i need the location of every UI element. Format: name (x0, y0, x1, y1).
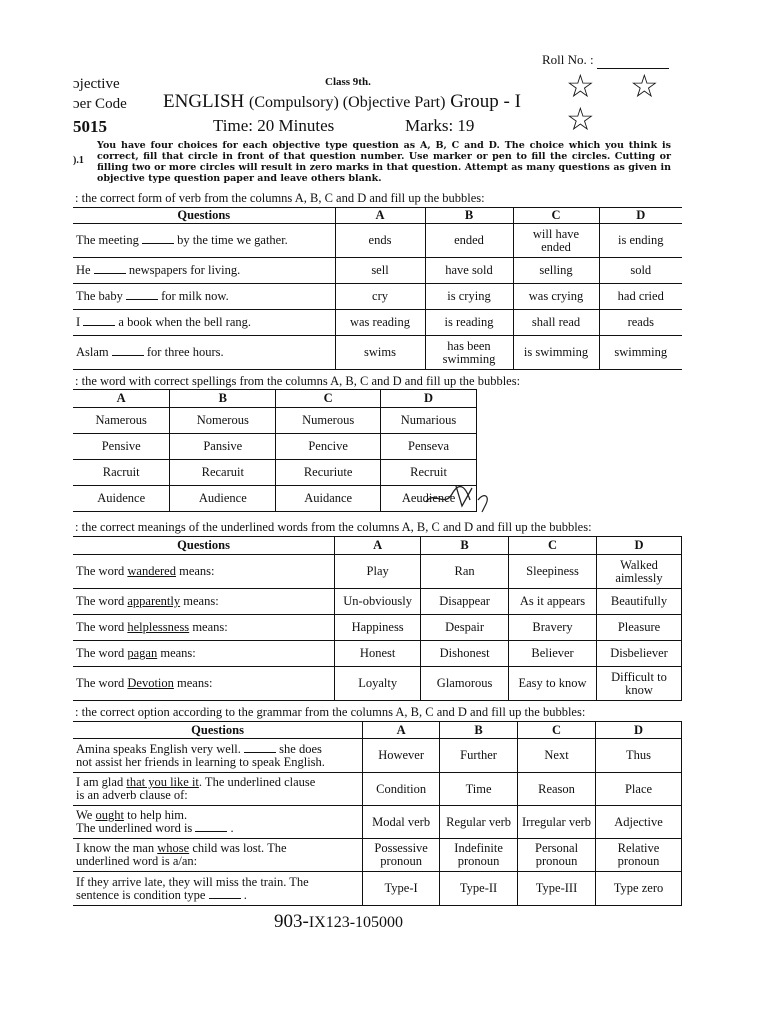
option-b: Recaruit (170, 460, 276, 486)
option-a: Auidence (73, 486, 170, 512)
question (73, 806, 363, 839)
col-header: D (381, 390, 477, 408)
question-text: The underlined word is (76, 821, 196, 835)
option-c: Type-III (518, 872, 596, 906)
option-b: Glamorous (421, 667, 509, 701)
answer-blank (209, 898, 241, 899)
col-header: Questions (73, 537, 335, 555)
table-row (73, 806, 682, 839)
option-c: Numerous (276, 408, 381, 434)
option-c: was crying (513, 284, 599, 310)
table-row (73, 839, 682, 872)
handwritten-mark (420, 484, 500, 514)
underlined-word: apparently (127, 594, 181, 608)
subject-detail: (Compulsory) (Objective Part) (249, 94, 446, 111)
table-row (73, 773, 682, 806)
table-row (73, 641, 682, 667)
col-header: D (597, 537, 682, 555)
table-row (73, 739, 682, 773)
option-b: Further (440, 739, 518, 773)
option-d: Place (596, 773, 682, 806)
table-row (73, 615, 682, 641)
col-header: C (509, 537, 597, 555)
underlined-word: pagan (127, 646, 158, 660)
question-text: We (76, 808, 96, 822)
option-a: was reading (335, 310, 425, 336)
question-text: means: (157, 646, 196, 660)
option-b: Nomerous (170, 408, 276, 434)
question (73, 872, 363, 906)
option-c: selling (513, 258, 599, 284)
question-text: He (76, 263, 94, 277)
option-d: is ending (599, 224, 682, 258)
col-header: D (596, 722, 682, 739)
question-text: a book when the bell rang. (115, 315, 252, 329)
option-c: Bravery (509, 615, 597, 641)
code-rest: IX123-105000 (308, 914, 404, 931)
option-c: Irregular verb (518, 806, 596, 839)
option-a: Un-obviously (335, 589, 421, 615)
total-marks: Marks: 19 (405, 116, 475, 135)
question (73, 224, 335, 258)
underlined-clause: that you like it (126, 775, 199, 789)
option-a: ends (335, 224, 425, 258)
table-row (73, 872, 682, 906)
option-d: Disbeliever (597, 641, 682, 667)
table-row (73, 486, 477, 512)
option-a: cry (335, 284, 425, 310)
option-d: Walked aimlessly (597, 555, 682, 589)
option-c: Next (518, 739, 596, 773)
roll-no-label: Roll No. : (542, 52, 594, 67)
table-row (73, 336, 682, 370)
option-c: Easy to know (509, 667, 597, 701)
option-b: ended (425, 224, 513, 258)
option-b: is reading (425, 310, 513, 336)
question (73, 284, 335, 310)
table-row (73, 310, 682, 336)
option-c: will have ended (513, 224, 599, 258)
col-header: B (170, 390, 276, 408)
option-b: Audience (170, 486, 276, 512)
question-text: If they arrive late, they will miss the train. The (76, 874, 309, 889)
time-allowed: Time: 20 Minutes (213, 116, 335, 135)
option-a: Modal verb (363, 806, 440, 839)
option-d: had cried (599, 284, 682, 310)
option-a: sell (335, 258, 425, 284)
option-a: Racruit (73, 460, 170, 486)
option-a: Type-I (363, 872, 440, 906)
question-text: . (240, 887, 247, 902)
question-text: underlined word is a/an: (76, 854, 198, 868)
col-header: B (425, 208, 513, 224)
star-icon: ☆ (566, 100, 595, 138)
instructions: You have four choices for each objective type question as A, B, C and D. The choice which you think is correct, fill that circle in front of that question number. Use marker or pen to fill the circles. Cutting or filling two or more circles will result in zero marks in that question. Attempt as many questions as given in objective type question paper and leave others blank. (97, 140, 671, 184)
col-header: B (440, 722, 518, 739)
underlined-word: helplessness (127, 620, 190, 634)
question-text: means: (175, 564, 215, 578)
question-number: ).1 (73, 155, 84, 166)
answer-blank (83, 325, 115, 326)
question-text: I know the man (76, 841, 158, 855)
col-header: Questions (73, 208, 335, 224)
question-text: Amina speaks English very well. (76, 741, 245, 756)
question-text: The baby (76, 289, 126, 303)
option-b: has been swimming (425, 336, 513, 370)
option-c: Reason (518, 773, 596, 806)
option-b: Time (440, 773, 518, 806)
col-header: A (335, 208, 425, 224)
option-d: Adjective (596, 806, 682, 839)
option-c: Sleepiness (509, 555, 597, 589)
paper-code-label: ɔer Code (73, 96, 127, 112)
underlined-word: ought (95, 808, 124, 822)
option-d: Recruit (381, 460, 477, 486)
question (73, 839, 363, 872)
option-c: Auidance (276, 486, 381, 512)
table-row (73, 555, 682, 589)
paper-type-label: ɔjective (73, 76, 120, 92)
underlined-word: wandered (127, 564, 176, 578)
option-c: Recuriute (276, 460, 381, 486)
answer-blank (195, 831, 227, 832)
question-text: . The underlined clause (198, 775, 316, 789)
option-d: Difficult to know (597, 667, 682, 701)
option-a: swims (335, 336, 425, 370)
table-row (73, 224, 682, 258)
question-text: The word (76, 676, 128, 690)
option-c: shall read (513, 310, 599, 336)
option-a: Honest (335, 641, 421, 667)
spelling-table (73, 389, 477, 512)
question-text: The word (76, 620, 128, 634)
underlined-word: whose (157, 841, 190, 855)
option-d: Relative pronoun (596, 839, 682, 872)
star-icon: ☆ (566, 67, 595, 105)
table-row (73, 589, 682, 615)
col-header: A (335, 537, 421, 555)
question-text: to help him. (123, 808, 188, 822)
col-header: Questions (73, 722, 363, 739)
question-text: I (76, 315, 84, 329)
option-b: Ran (421, 555, 509, 589)
question-text: she does (276, 741, 322, 756)
option-d: Beautifully (597, 589, 682, 615)
subject: ENGLISH (163, 91, 245, 112)
question-text: sentence is condition type (76, 887, 209, 902)
option-d: Aeudience (381, 486, 477, 512)
exam-title (163, 91, 521, 113)
option-b: is crying (425, 284, 513, 310)
group: Group - I (450, 91, 521, 112)
option-d: sold (599, 258, 682, 284)
question (73, 555, 335, 589)
option-d: swimming (599, 336, 682, 370)
section-1-instruction: : the correct form of verb from the columns A, B, C and D and fill up the bubbles: (75, 191, 485, 205)
question-text: for three hours. (143, 345, 224, 359)
question-text: not assist her friends in learning to speak English. (76, 754, 325, 769)
question-text: I am glad (76, 775, 127, 789)
question (73, 773, 363, 806)
question-text: means: (189, 620, 228, 634)
option-b: Pansive (170, 434, 276, 460)
table-row (73, 460, 477, 486)
question-text: Aslam (76, 345, 112, 359)
option-b: have sold (425, 258, 513, 284)
option-d: Numarious (381, 408, 477, 434)
question-text: by the time we gather. (173, 233, 288, 247)
meanings-table (73, 536, 682, 701)
option-b: Disappear (421, 589, 509, 615)
question-text: is an adverb clause of: (76, 788, 188, 802)
option-d: reads (599, 310, 682, 336)
question (73, 667, 335, 701)
question-text: The word (76, 594, 128, 608)
col-header: C (518, 722, 596, 739)
table-row (73, 408, 477, 434)
question (73, 641, 335, 667)
option-d: Thus (596, 739, 682, 773)
option-b: Dishonest (421, 641, 509, 667)
option-d: Type zero (596, 872, 682, 906)
col-header: A (363, 722, 440, 739)
option-c: Believer (509, 641, 597, 667)
question (73, 336, 335, 370)
option-c: Pencive (276, 434, 381, 460)
option-a: Happiness (335, 615, 421, 641)
class-label: Class 9th. (325, 76, 371, 88)
col-header: D (599, 208, 682, 224)
question (73, 739, 363, 773)
option-a: Pensive (73, 434, 170, 460)
answer-blank (126, 299, 158, 300)
star-icon: ☆ (630, 67, 659, 105)
option-a: Play (335, 555, 421, 589)
verb-form-table (73, 207, 682, 370)
paper-code-value: 5015 (73, 117, 107, 136)
answer-blank (112, 355, 144, 356)
question-text: means: (180, 594, 219, 608)
option-b: Indefinite pronoun (440, 839, 518, 872)
col-header: C (276, 390, 381, 408)
paper-serial-code (274, 911, 403, 933)
section-2-instruction: : the word with correct spellings from the columns A, B, C and D and fill up the bubbles: (75, 374, 521, 388)
question (73, 258, 335, 284)
question (73, 589, 335, 615)
option-b: Type-II (440, 872, 518, 906)
section-4-instruction: : the correct option according to the grammar from the columns A, B, C and D and fill up the bubbles: (75, 705, 586, 719)
question-text: newspapers for living. (125, 263, 241, 277)
option-d: Penseva (381, 434, 477, 460)
option-b: Despair (421, 615, 509, 641)
table-row (73, 284, 682, 310)
col-header: A (73, 390, 170, 408)
option-c: is swimming (513, 336, 599, 370)
answer-blank (142, 243, 174, 244)
col-header: B (421, 537, 509, 555)
option-a: Loyalty (335, 667, 421, 701)
col-header: C (513, 208, 599, 224)
question (73, 310, 335, 336)
answer-blank (94, 273, 126, 274)
question-text: . (227, 821, 234, 835)
option-a: However (363, 739, 440, 773)
question (73, 615, 335, 641)
section-3-instruction: : the correct meanings of the underlined words from the columns A, B, C and D and fill up the bubbles: (75, 520, 592, 534)
option-b: Regular verb (440, 806, 518, 839)
option-d: Pleasure (597, 615, 682, 641)
table-row (73, 434, 477, 460)
question-text: means: (173, 676, 213, 690)
question-text: child was lost. The (189, 841, 287, 855)
table-row (73, 258, 682, 284)
answer-blank (244, 752, 276, 753)
underlined-word: Devotion (127, 676, 174, 690)
code-prefix: 903- (274, 911, 309, 932)
option-a: Condition (363, 773, 440, 806)
grammar-table (73, 721, 682, 906)
question-text: The word (76, 564, 128, 578)
question-text: for milk now. (157, 289, 229, 303)
option-a: Possessive pronoun (363, 839, 440, 872)
question-text: The word (76, 646, 128, 660)
option-c: As it appears (509, 589, 597, 615)
question-text: The meeting (76, 233, 142, 247)
option-c: Personal pronoun (518, 839, 596, 872)
table-row (73, 667, 682, 701)
option-a: Namerous (73, 408, 170, 434)
